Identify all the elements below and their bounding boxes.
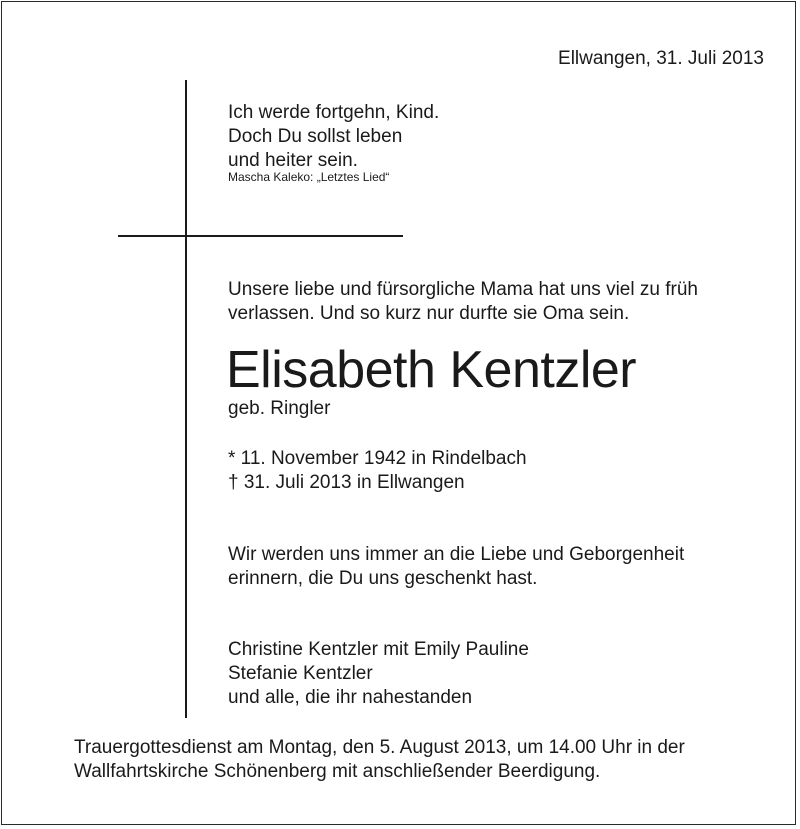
closing-line: erinnern, die Du uns geschenkt hast. bbox=[228, 568, 538, 589]
funeral-service-info bbox=[74, 736, 685, 784]
quote-line: und heiter sein. bbox=[228, 150, 358, 171]
place-date: Ellwangen, 31. Juli 2013 bbox=[558, 48, 764, 69]
closing-line: Wir werden uns immer an die Liebe und Geborgenheit bbox=[228, 544, 685, 565]
closing-text bbox=[228, 543, 684, 591]
cross-vertical-bar bbox=[185, 80, 187, 718]
cross-horizontal-bar bbox=[118, 235, 403, 237]
life-dates bbox=[228, 447, 527, 495]
service-line: Trauergottesdienst am Montag, den 5. August 2013, um 14.00 Uhr in der bbox=[74, 737, 685, 758]
mourner-line: Christine Kentzler mit Emily Pauline bbox=[228, 639, 529, 660]
mourner-line: und alle, die ihr nahestanden bbox=[228, 687, 473, 708]
intro-line: verlassen. Und so kurz nur durfte sie Oma sein. bbox=[228, 303, 630, 324]
quote bbox=[228, 101, 439, 173]
death-date: † 31. Juli 2013 in Ellwangen bbox=[228, 472, 465, 493]
deceased-name: Elisabeth Kentzler bbox=[226, 341, 637, 399]
service-line: Wallfahrtskirche Schönenberg mit anschließender Beerdigung. bbox=[74, 761, 601, 782]
quote-line: Ich werde fortgehn, Kind. bbox=[228, 102, 440, 123]
maiden-name: geb. Ringler bbox=[228, 398, 331, 419]
quote-line: Doch Du sollst leben bbox=[228, 126, 403, 147]
quote-source: Mascha Kaleko: „Letztes Lied“ bbox=[228, 170, 390, 184]
intro-text bbox=[228, 278, 698, 326]
mourner-line: Stefanie Kentzler bbox=[228, 663, 373, 684]
mourners-list bbox=[228, 638, 529, 710]
birth-date: * 11. November 1942 in Rindelbach bbox=[228, 448, 527, 469]
intro-line: Unsere liebe und fürsorgliche Mama hat uns viel zu früh bbox=[228, 279, 698, 300]
